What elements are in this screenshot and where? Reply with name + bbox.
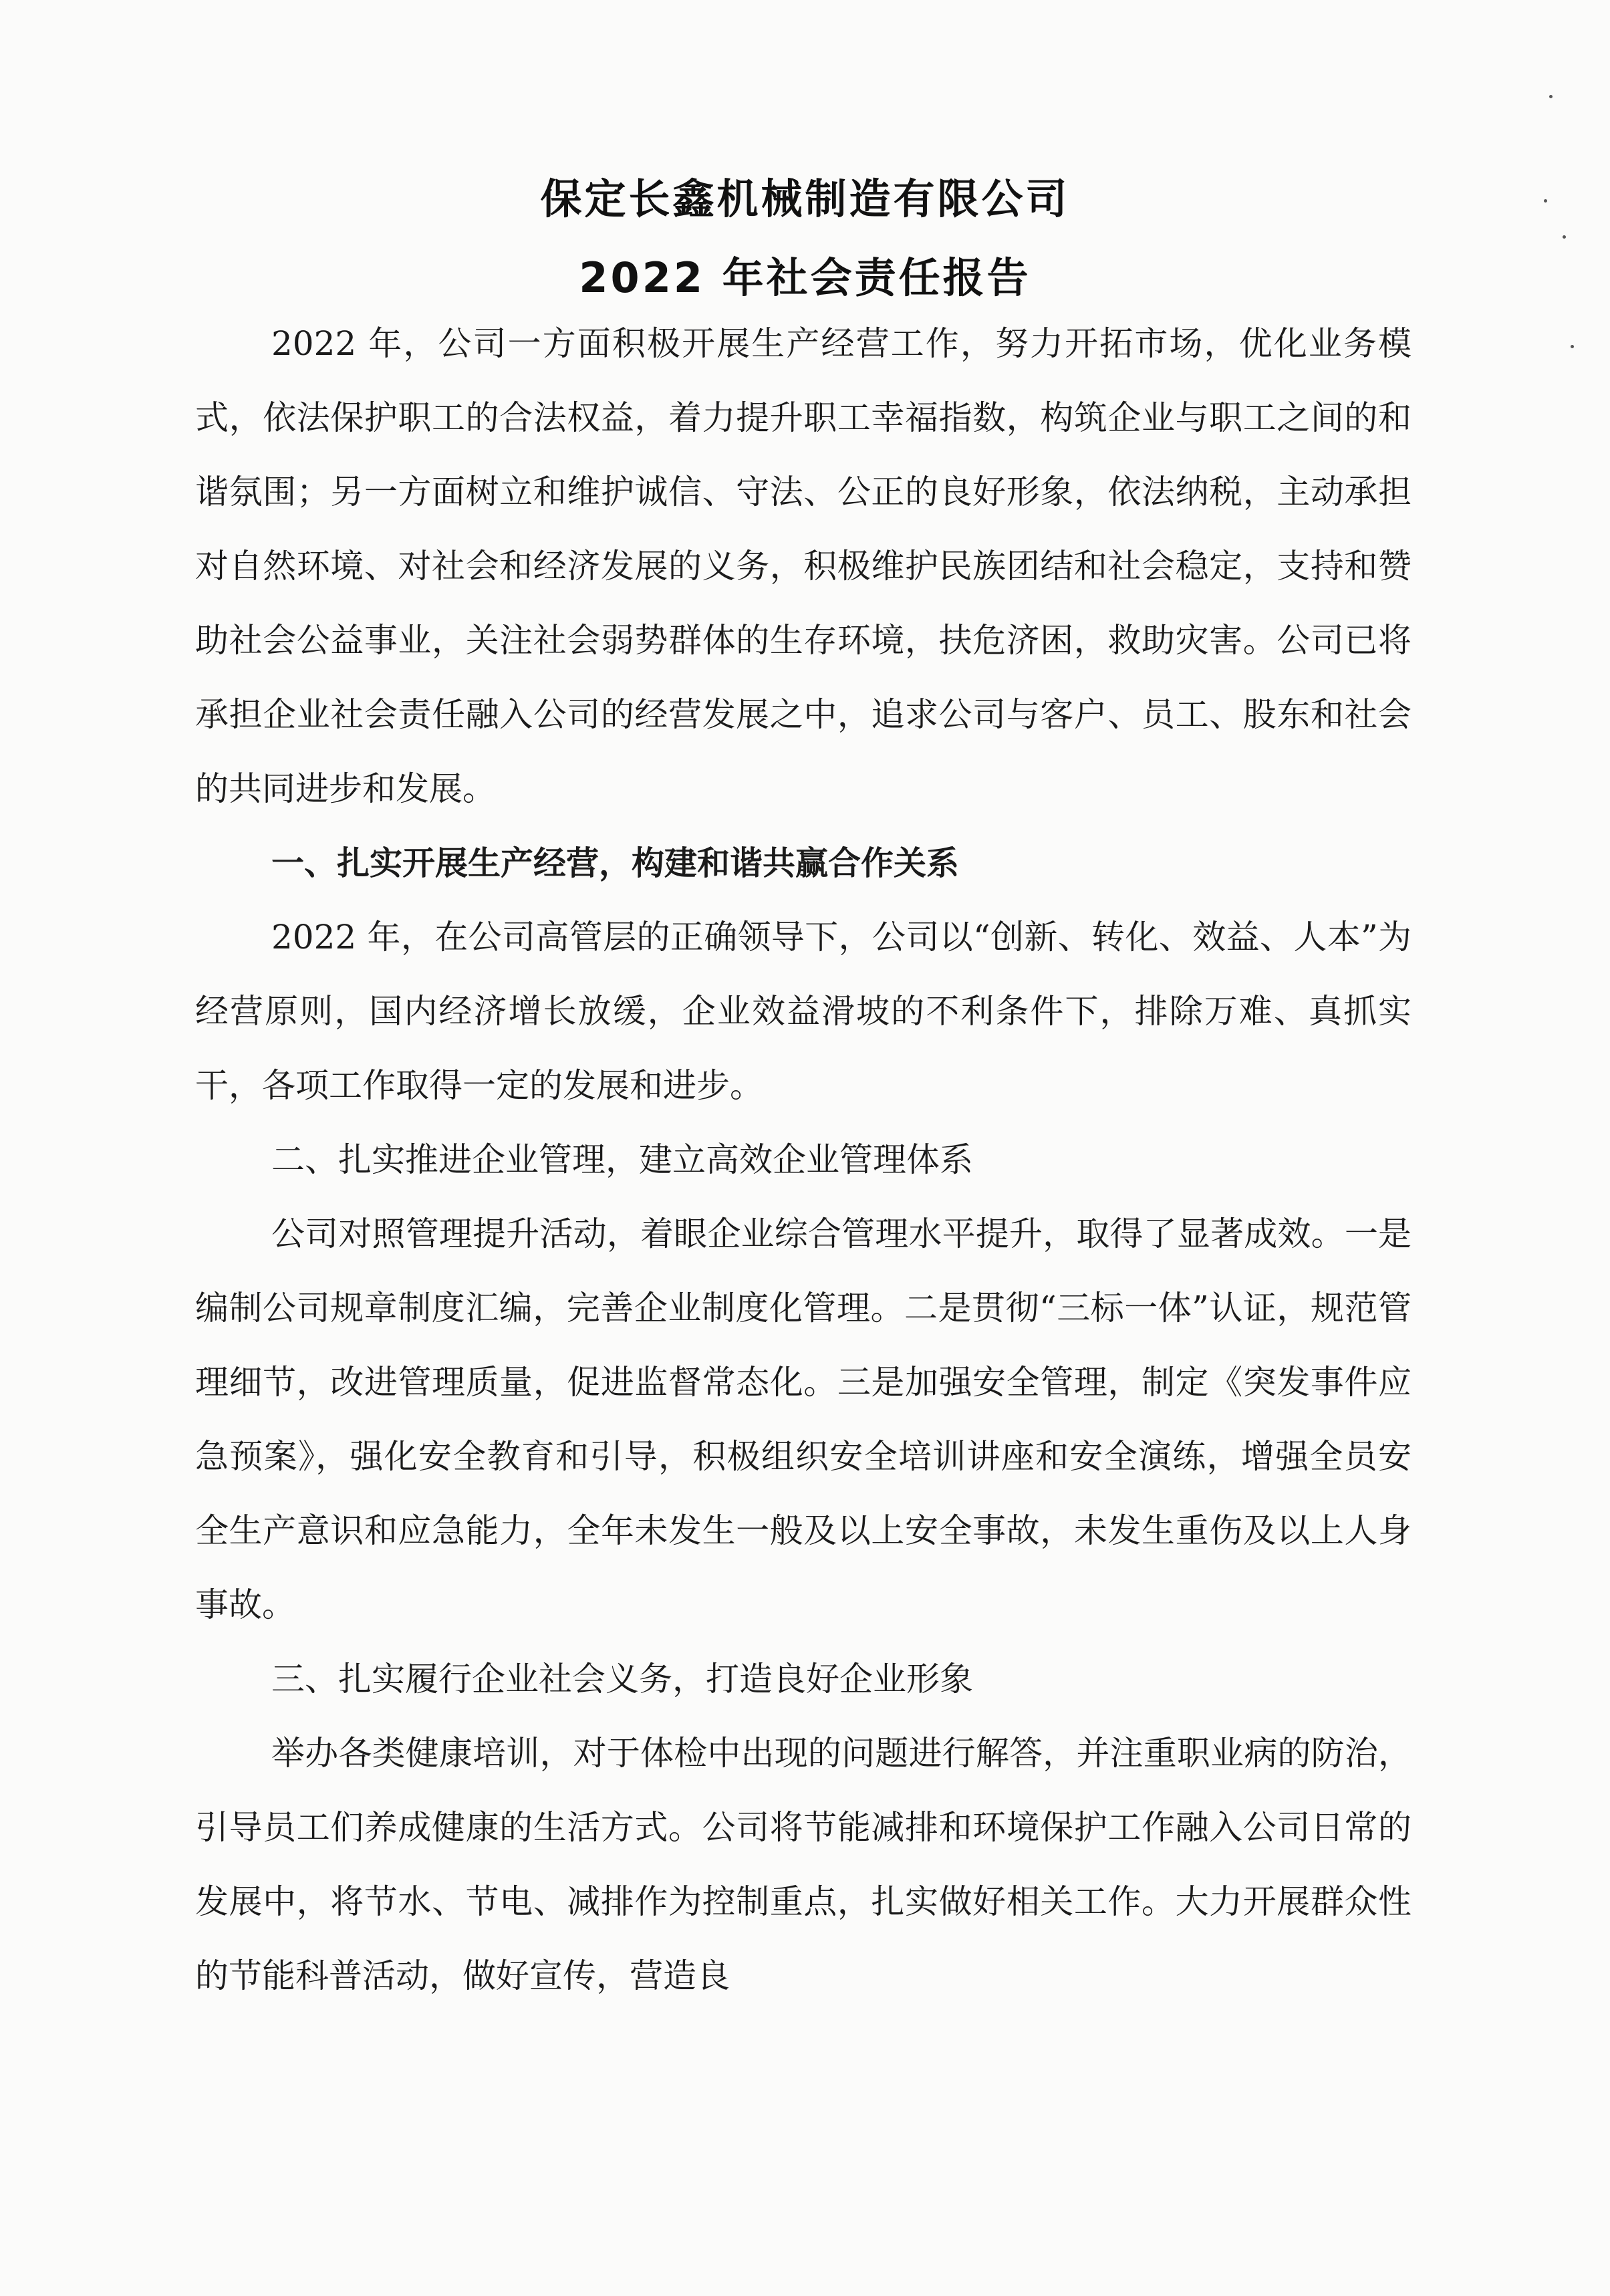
paragraph-intro: 2022 年，公司一方面积极开展生产经营工作，努力开拓市场，优化业务模式，依法保护职工的合法权益，着力提升职工幸福指数，构筑企业与职工之间的和谐氛围；另一方面树立和维护诚信、守法、公正的良好形象，依法纳税，主动承担对自然环境、对社会和经济发展的义务，积极维护民族团结和社会稳定，支持和赞助社会公益事业，关注社会弱势群体的生存环境，扶危济困，救助灾害。公司已将承担企业社会责任融入公司的经营发展之中，追求公司与客户、员工、股东和社会的共同进步和发展。 xyxy=(195,324,1412,808)
scan-speck xyxy=(1549,95,1553,98)
document-title-company: 保定长鑫机械制造有限公司 xyxy=(540,174,1070,223)
scan-speck xyxy=(1571,345,1574,348)
document-title-report: 2022 年社会责任报告 xyxy=(579,253,1031,302)
paragraph-section-2: 公司对照管理提升活动，着眼企业综合管理水平提升，取得了显著成效。一是编制公司规章制度汇编，完善企业制度化管理。二是贯彻“三标一体”认证，规范管理细节，改进管理质量，促进监督常态化。三是加强安全管理，制定《突发事件应急预案》，强化安全教育和引导，积极组织安全培训讲座和安全演练，增强全员安全生产意识和应急能力，全年未发生一般及以上安全事故，未发生重伤及以上人身事故。 xyxy=(195,1215,1412,1624)
paragraph-section-3: 举办各类健康培训，对于体检中出现的问题进行解答，并注重职业病的防治，引导员工们养成健康的生活方式。公司将节能减排和环境保护工作融入公司日常的发展中，将节水、节电、减排作为控制重点，扎实做好相关工作。大力开展群众性的节能科普活动，做好宣传，营造良 xyxy=(195,1734,1412,1995)
section-heading-1: 一、扎实开展生产经营，构建和谐共赢合作关系 xyxy=(271,844,960,882)
section-heading-2: 二、扎实推进企业管理，建立高效企业管理体系 xyxy=(271,1140,973,1179)
scan-speck xyxy=(1563,235,1566,239)
document-body xyxy=(195,307,1412,2013)
paragraph-section-1: 2022 年，在公司高管层的正确领导下，公司以“创新、转化、效益、人本”为经营原则，国内经济增长放缓，企业效益滑坡的不利条件下，排除万难、真抓实干，各项工作取得一定的发展和进步。 xyxy=(195,918,1412,1105)
section-heading-3: 三、扎实履行企业社会义务，打造良好企业形象 xyxy=(271,1660,973,1698)
